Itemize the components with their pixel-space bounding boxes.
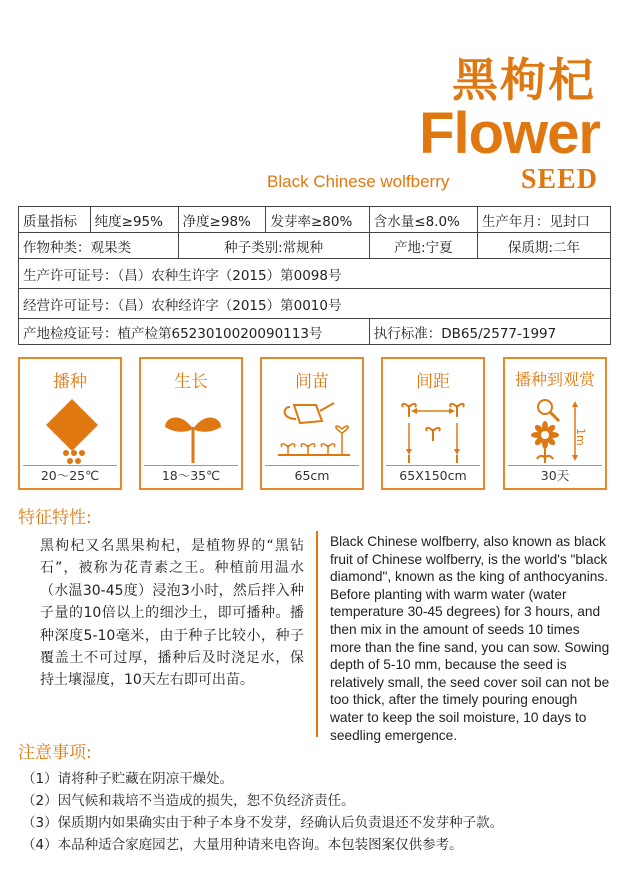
spacing-arrows-icon	[393, 393, 477, 467]
card-thinning	[260, 357, 364, 490]
card-sowing	[18, 357, 122, 490]
germination-rate: 发芽率≥80%	[266, 207, 369, 233]
card-value: 20～25℃	[23, 465, 117, 485]
info-row-production-license	[19, 259, 611, 289]
card-growth	[139, 357, 243, 490]
card-to-bloom	[503, 357, 607, 490]
height-label: 1m	[574, 428, 587, 446]
notes-list	[22, 768, 503, 856]
info-row-type	[19, 233, 611, 259]
card-title: 间苗	[295, 372, 329, 392]
card-value: 65cm	[265, 465, 359, 485]
flower-magnifier-icon	[515, 393, 599, 467]
shelf-life: 保质期:二年	[477, 233, 610, 259]
origin: 产地:宁夏	[369, 233, 477, 259]
seed-category: 种子类别:常规种	[178, 233, 369, 259]
card-title: 间距	[416, 372, 450, 392]
card-spacing	[381, 357, 485, 490]
quality-label: 质量指标	[19, 207, 91, 233]
list-item: （4）本品种适合家庭园艺，大量用种请来电咨询。本包装图案仅供参考。	[22, 837, 463, 853]
standard: 执行标准：DB65/2577-1997	[369, 319, 610, 345]
watering-can-icon	[272, 393, 356, 467]
production-license: 生产许可证号：（昌）农种生许字（2015）第0098号	[19, 259, 611, 289]
features-title: 特征特性:	[18, 508, 92, 528]
seed-word: SEED	[520, 164, 598, 195]
info-row-business-license	[19, 289, 611, 319]
card-value: 65X150cm	[386, 465, 480, 485]
info-table	[18, 206, 611, 345]
title-en: Flower	[419, 101, 600, 166]
info-row-quality	[19, 207, 611, 233]
info-row-quarantine	[19, 319, 611, 345]
growth-cards	[18, 357, 611, 490]
divider	[316, 531, 318, 737]
subtitle-en: Black Chinese wolfberry	[267, 172, 450, 191]
moisture: 含水量≤8.0%	[369, 207, 477, 233]
card-title: 播种	[53, 372, 87, 392]
features-en: Black Chinese wolfberry, also known as black fruit of Chinese wolfberry, is the world's "black diamond", known as the king of anthocyanins. Before planting with warm water (water temperature 30-45 degrees) for 3 hours, and then mix in the amount of seeds 10 times more than the fine sand, you can sow. Sowing depth of 5-10 mm, because the seed is relatively small, the seed cover soil can not be too thick, after the timely pouring enough water to keep the soil moisture, 10 days to seedling emergence.	[330, 534, 610, 743]
card-title: 生长	[174, 372, 208, 392]
features-cn: 黑枸杞又名黑果枸杞，是植物界的“黑钻石”，被称为花青素之王。种植前用温水（水温30-45度）浸泡3小时，然后拌入种子量的10倍以上的细沙土，即可播种。播种深度5-10毫米，由于种子比较小，种子覆盖土不可过厚，播种后及时浇足水，保持土壤湿度，10天左右即可出苗。	[40, 538, 304, 689]
card-title: 播种到观赏	[514, 370, 595, 389]
list-item: （3）保质期内如果确实由于种子本身不发芽，经确认后负责退还不发芽种子款。	[22, 815, 504, 831]
card-value: 30天	[508, 465, 602, 485]
sprout-icon	[151, 393, 235, 467]
list-item: （2）因气候和栽培不当造成的损失，恕不负经济责任。	[22, 793, 355, 809]
notes-title: 注意事项:	[18, 743, 92, 763]
business-license: 经营许可证号：（昌）农种经许字（2015）第0010号	[19, 289, 611, 319]
cleanliness: 净度≥98%	[178, 207, 266, 233]
quarantine-number: 产地检疫证号：植产检第6523010020090113号	[19, 319, 370, 345]
seed-bag-icon	[30, 393, 114, 467]
crop-type: 作物种类：观果类	[19, 233, 179, 259]
title-cn: 黑枸杞	[452, 53, 596, 107]
purity: 纯度≥95%	[90, 207, 178, 233]
production-date: 生产年月：见封口	[477, 207, 610, 233]
card-value: 18～35℃	[144, 465, 238, 485]
list-item: （1）请将种子贮藏在阴凉干燥处。	[22, 771, 234, 787]
